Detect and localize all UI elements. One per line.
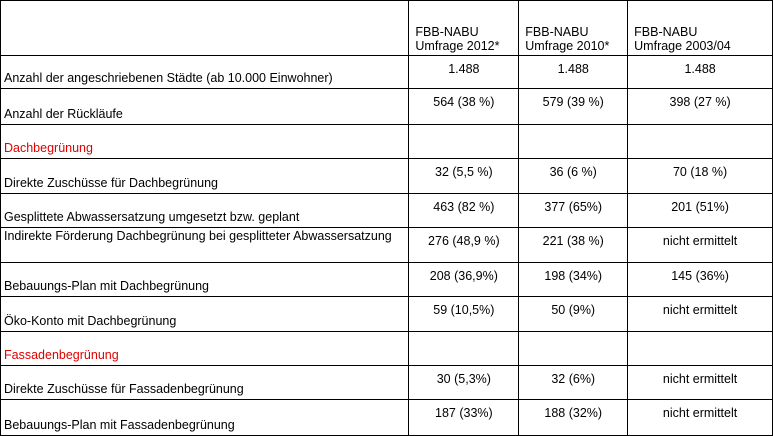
empty-cell [628, 125, 773, 159]
empty-cell [519, 332, 628, 366]
column-header-2003-04: FBB-NABU Umfrage 2003/04 [628, 1, 773, 56]
value-2010: 221 (38 %) [519, 228, 628, 263]
row-label: Indirekte Förderung Dachbegrünung bei gesplitteter Abwassersatzung [1, 228, 409, 263]
table-row [1, 194, 773, 228]
table-row [1, 400, 773, 436]
empty-cell [409, 125, 519, 159]
table-row [1, 228, 773, 263]
value-2003-04: 70 (18 %) [628, 159, 773, 194]
table-row [1, 159, 773, 194]
row-label: Direkte Zuschüsse für Dachbegrünung [1, 159, 409, 194]
row-label: Anzahl der Rückläufe [1, 89, 409, 125]
row-label: Gesplittete Abwassersatzung umgesetzt bzw. geplant [1, 194, 409, 228]
value-2003-04: 201 (51%) [628, 194, 773, 228]
value-2012: 463 (82 %) [409, 194, 519, 228]
value-2010: 188 (32%) [519, 400, 628, 436]
value-2003-04: nicht ermittelt [628, 297, 773, 332]
row-label: Direkte Zuschüsse für Fassadenbegrünung [1, 366, 409, 400]
value-2003-04: nicht ermittelt [628, 366, 773, 400]
value-2010: 377 (65%) [519, 194, 628, 228]
value-2010: 579 (39 %) [519, 89, 628, 125]
empty-cell [628, 332, 773, 366]
value-2012: 1.488 [409, 56, 519, 89]
value-2010: 50 (9%) [519, 297, 628, 332]
table-row [1, 89, 773, 125]
table-row [1, 56, 773, 89]
table-row [1, 297, 773, 332]
value-2012: 564 (38 %) [409, 89, 519, 125]
section-heading: Dachbegrünung [1, 125, 409, 159]
row-label: Bebauungs-Plan mit Fassadenbegrünung [1, 400, 409, 436]
section-heading: Fassadenbegrünung [1, 332, 409, 366]
section-row-dachbegruenung [1, 125, 773, 159]
row-label: Bebauungs-Plan mit Dachbegrünung [1, 263, 409, 297]
value-2012: 208 (36,9%) [409, 263, 519, 297]
value-2010: 198 (34%) [519, 263, 628, 297]
value-2012: 30 (5,3%) [409, 366, 519, 400]
value-2012: 187 (33%) [409, 400, 519, 436]
value-2012: 59 (10,5%) [409, 297, 519, 332]
value-2003-04: 145 (36%) [628, 263, 773, 297]
row-label: Anzahl der angeschriebenen Städte (ab 10.000 Einwohner) [1, 56, 409, 89]
header-row [1, 1, 773, 56]
value-2012: 32 (5,5 %) [409, 159, 519, 194]
value-2012: 276 (48,9 %) [409, 228, 519, 263]
column-header-2010: FBB-NABU Umfrage 2010* [519, 1, 628, 56]
empty-cell [519, 125, 628, 159]
header-empty-cell [1, 1, 409, 56]
column-header-2012: FBB-NABU Umfrage 2012* [409, 1, 519, 56]
value-2010: 32 (6%) [519, 366, 628, 400]
table-row [1, 366, 773, 400]
value-2010: 36 (6 %) [519, 159, 628, 194]
value-2003-04: 398 (27 %) [628, 89, 773, 125]
value-2010: 1.488 [519, 56, 628, 89]
value-2003-04: nicht ermittelt [628, 400, 773, 436]
empty-cell [409, 332, 519, 366]
value-2003-04: nicht ermittelt [628, 228, 773, 263]
value-2003-04: 1.488 [628, 56, 773, 89]
table-row [1, 263, 773, 297]
section-row-fassadenbegruenung [1, 332, 773, 366]
row-label: Öko-Konto mit Dachbegrünung [1, 297, 409, 332]
